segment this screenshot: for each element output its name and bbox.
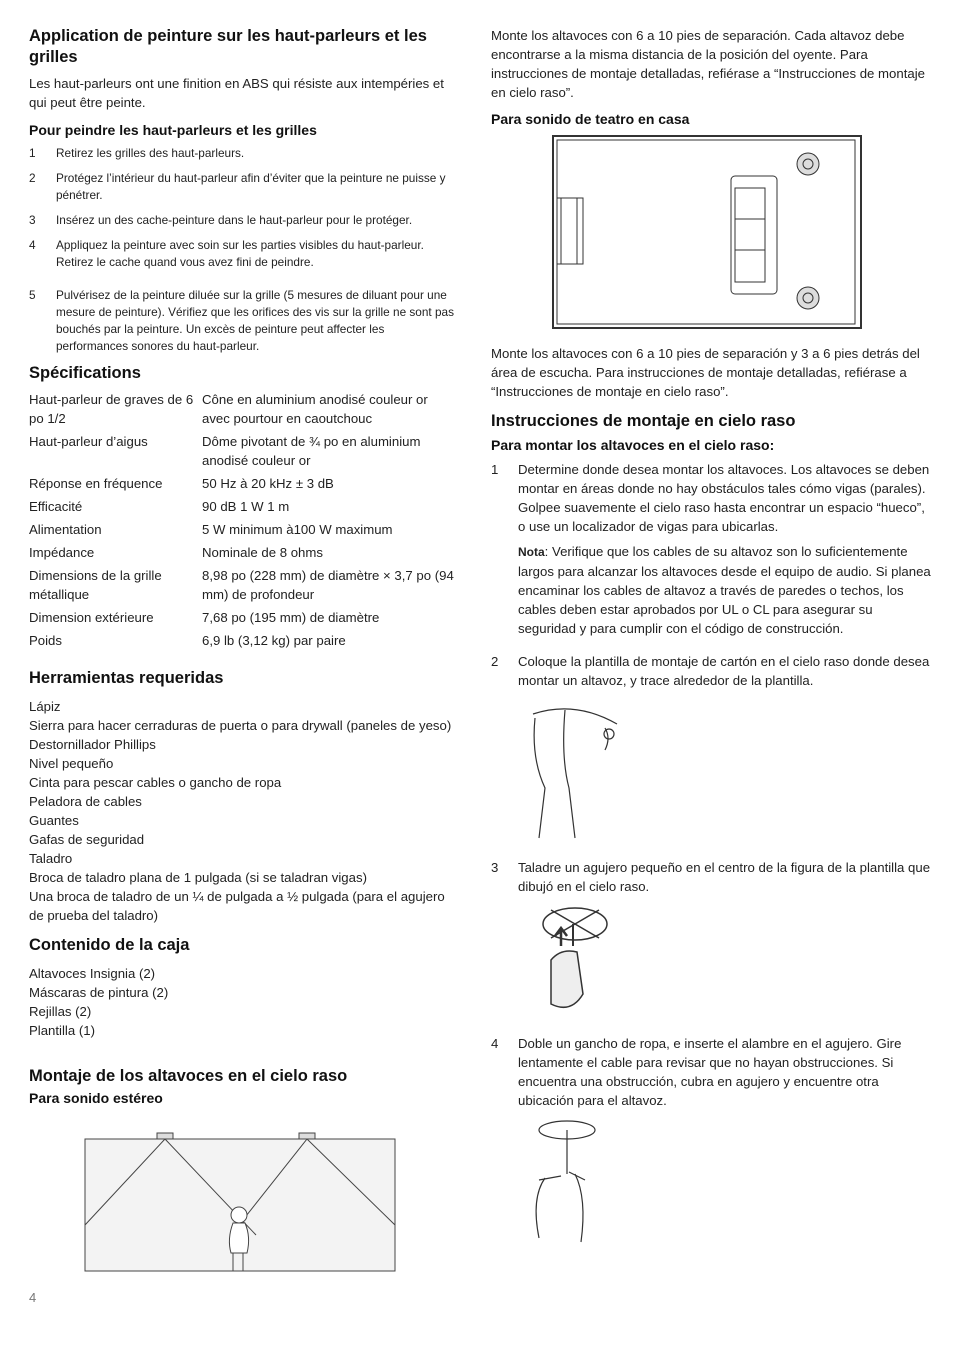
right-column	[491, 26, 931, 1248]
ceiling-step-4: 4 Doble un gancho de ropa, e inserte el alambre en el agujero. Gire lentamente el cable para revisar que no hayan obstrucciones. Si encuentra una obstrucción, cubra en agujero y encuentre otra ubicación para el altavoz.	[491, 1036, 902, 1108]
box-contents-list	[29, 964, 459, 1040]
left-column	[29, 26, 459, 1275]
tools-item: Guantes	[29, 813, 79, 828]
note: Nota: Verifique que los cables de su altavoz son lo suficientemente largos para alcanzar los altavoces desde el equipo de audio. Si planea encaminar los cables de altavoz a través de paredes o techos, los cables deben estar aprobados por UL o CL para asegurar su seguridad y para cumplir con el código de construcción.	[518, 544, 931, 636]
tools-item: Taladro	[29, 851, 73, 866]
tools-item: Gafas de seguridad	[29, 832, 145, 847]
page-number: 4	[29, 1290, 37, 1305]
heading-box: Contenido de la caja	[29, 936, 190, 954]
ceiling-step-3: 3 Taladre un agujero pequeño en el centro de la figura de la plantilla que dibujó en el cielo raso.	[491, 860, 931, 894]
heading-specs: Spécifications	[29, 364, 141, 382]
theater-text: Monte los altavoces con 6 a 10 pies de separación y 3 a 6 pies detrás del área de escucha. Para instrucciones de montaje detalladas, refiérase a “Instrucciones de montaje en cielo raso”.	[491, 346, 920, 399]
tools-item: Nivel pequeño	[29, 756, 114, 771]
heading-ceiling-sub: Para montar los altavoces en el cielo raso:	[491, 437, 775, 453]
paint-step: 4 Appliquez la peinture avec soin sur les parties visibles du haut-parleur. Retirez le cache quand vous avez fini de peindre.	[29, 238, 424, 269]
box-item: Máscaras de pintura (2)	[29, 985, 169, 1000]
spec-key: Réponse en fréquence	[29, 476, 163, 491]
tools-item: Sierra para hacer cerraduras de puerta o para drywall (paneles de yeso)	[29, 718, 452, 733]
spec-key: Dimensions de la grille métallique	[29, 568, 162, 602]
spec-value: 8,98 po (228 mm) de diamètre × 3,7 po (94 mm) de profondeur	[202, 568, 454, 602]
paint-step: 3 Insérez un des cache-peinture dans le haut-parleur pour le protéger.	[29, 213, 413, 227]
spec-key: Efficacité	[29, 499, 83, 514]
heading-stereo: Para sonido estéreo	[29, 1090, 163, 1106]
spec-value: 7,68 po (195 mm) de diamètre	[202, 610, 380, 625]
spec-value: Dôme pivotant de ¾ po en aluminium anodisé couleur or	[202, 434, 421, 468]
tools-item: Peladora de cables	[29, 794, 142, 809]
tools-item: Una broca de taladro de un ¼ de pulgada a ½ pulgada (para el agujero de prueba del taladro)	[29, 889, 445, 923]
spec-value: 6,9 lb (3,12 kg) par paire	[202, 633, 346, 648]
ceiling-step-1: 1 Determine donde desea montar los altavoces. Los altavoces se deben montar en áreas donde no hay obstáculos tales cómo vigas (parales). Golpee suavemente el cielo raso hasta encontrar un espacio “hueco”, o use un localizador de vigas para ubicarlas. Nota: Verifique que los cables de su altavoz son lo suficientemente largos para alcanzar los altavoces desde el equipo de audio. Si planea encaminar los cables de altavoz a través de paredes o techos, los cables deben estar aprobados por UL o CL para asegurar su seguridad y para cumplir con el código de construcción.	[491, 462, 931, 636]
spec-key: Impédance	[29, 545, 95, 560]
spec-value: Cône en aluminium anodisé couleur or avec pourtour en caoutchouc	[202, 392, 428, 426]
heading-mount: Montaje de los altavoces en el cielo raso	[29, 1067, 348, 1085]
paint-steps-list	[29, 145, 459, 355]
tools-item: Lápiz	[29, 699, 61, 714]
spec-key: Haut-parleur de graves de 6 po 1/2	[29, 392, 194, 426]
paint-step: 5 Pulvérisez de la peinture diluée sur la grille (5 mesures de diluant pour une mesure de peinture). Vérifiez que les orifices des vis sur la grille ne sont pas bouchés par la peinture. Un excès de peinture peut affecter les performances sonores du haut-parleur.	[29, 288, 455, 353]
paint-step: 1 Retirez les grilles des haut-parleurs.	[29, 146, 245, 160]
box-item: Rejillas (2)	[29, 1004, 92, 1019]
tools-item: Cinta para pescar cables o gancho de ropa	[29, 775, 282, 790]
heading-tools: Herramientas requeridas	[29, 669, 224, 687]
box-item: Altavoces Insignia (2)	[29, 966, 156, 981]
theater-diagram	[551, 134, 863, 330]
paint-intro: Les haut-parleurs ont une finition en ABS qui résiste aux intempéries et qui peut être peinte.	[29, 76, 444, 110]
spec-value: 5 W minimum à100 W maximum	[202, 522, 393, 537]
box-item: Plantilla (1)	[29, 1023, 95, 1038]
stereo-text: Monte los altavoces con 6 a 10 pies de separación. Cada altavoz debe encontrarse a la misma distancia de la posición del oyente. Para instrucciones de montaje detalladas, refiérase a “Instrucciones de montaje en cielo raso”.	[491, 28, 925, 100]
tools-item: Broca de taladro plana de 1 pulgada (si se taladran vigas)	[29, 870, 367, 885]
ceiling-steps-list	[491, 460, 931, 690]
spec-value: 50 Hz à 20 kHz ± 3 dB	[202, 476, 334, 491]
tools-list	[29, 697, 459, 925]
ceiling-steps-list-3	[491, 1034, 931, 1110]
coat-hanger-illustration	[525, 1118, 621, 1248]
spec-value: 90 dB 1 W 1 m	[202, 499, 290, 514]
heading-paint: Application de peinture sur les haut-parleurs et les grilles	[29, 27, 427, 66]
template-trace-illustration	[525, 698, 625, 844]
spec-value: Nominale de 8 ohms	[202, 545, 323, 560]
specs-table	[29, 390, 459, 650]
spec-key: Dimension extérieure	[29, 610, 154, 625]
ceiling-steps-list-2	[491, 858, 931, 896]
spec-key: Alimentation	[29, 522, 102, 537]
ceiling-step-2: 2 Coloque la plantilla de montaje de cartón en el cielo raso donde desea montar un altavoz, y trace alrededor de la plantilla.	[491, 654, 930, 688]
heading-theater: Para sonido de teatro en casa	[491, 111, 690, 127]
stereo-diagram	[81, 1125, 401, 1275]
spec-key: Poids	[29, 633, 62, 648]
tools-item: Destornillador Phillips	[29, 737, 156, 752]
spec-key: Haut-parleur d’aigus	[29, 434, 148, 449]
paint-step: 2 Protégez l’intérieur du haut-parleur afin d’éviter que la peinture ne puisse y pénétrer.	[29, 171, 446, 202]
heading-paint-sub: Pour peindre les haut-parleurs et les grilles	[29, 122, 317, 138]
drill-illustration	[541, 904, 621, 1020]
heading-ceiling: Instrucciones de montaje en cielo raso	[491, 412, 796, 430]
